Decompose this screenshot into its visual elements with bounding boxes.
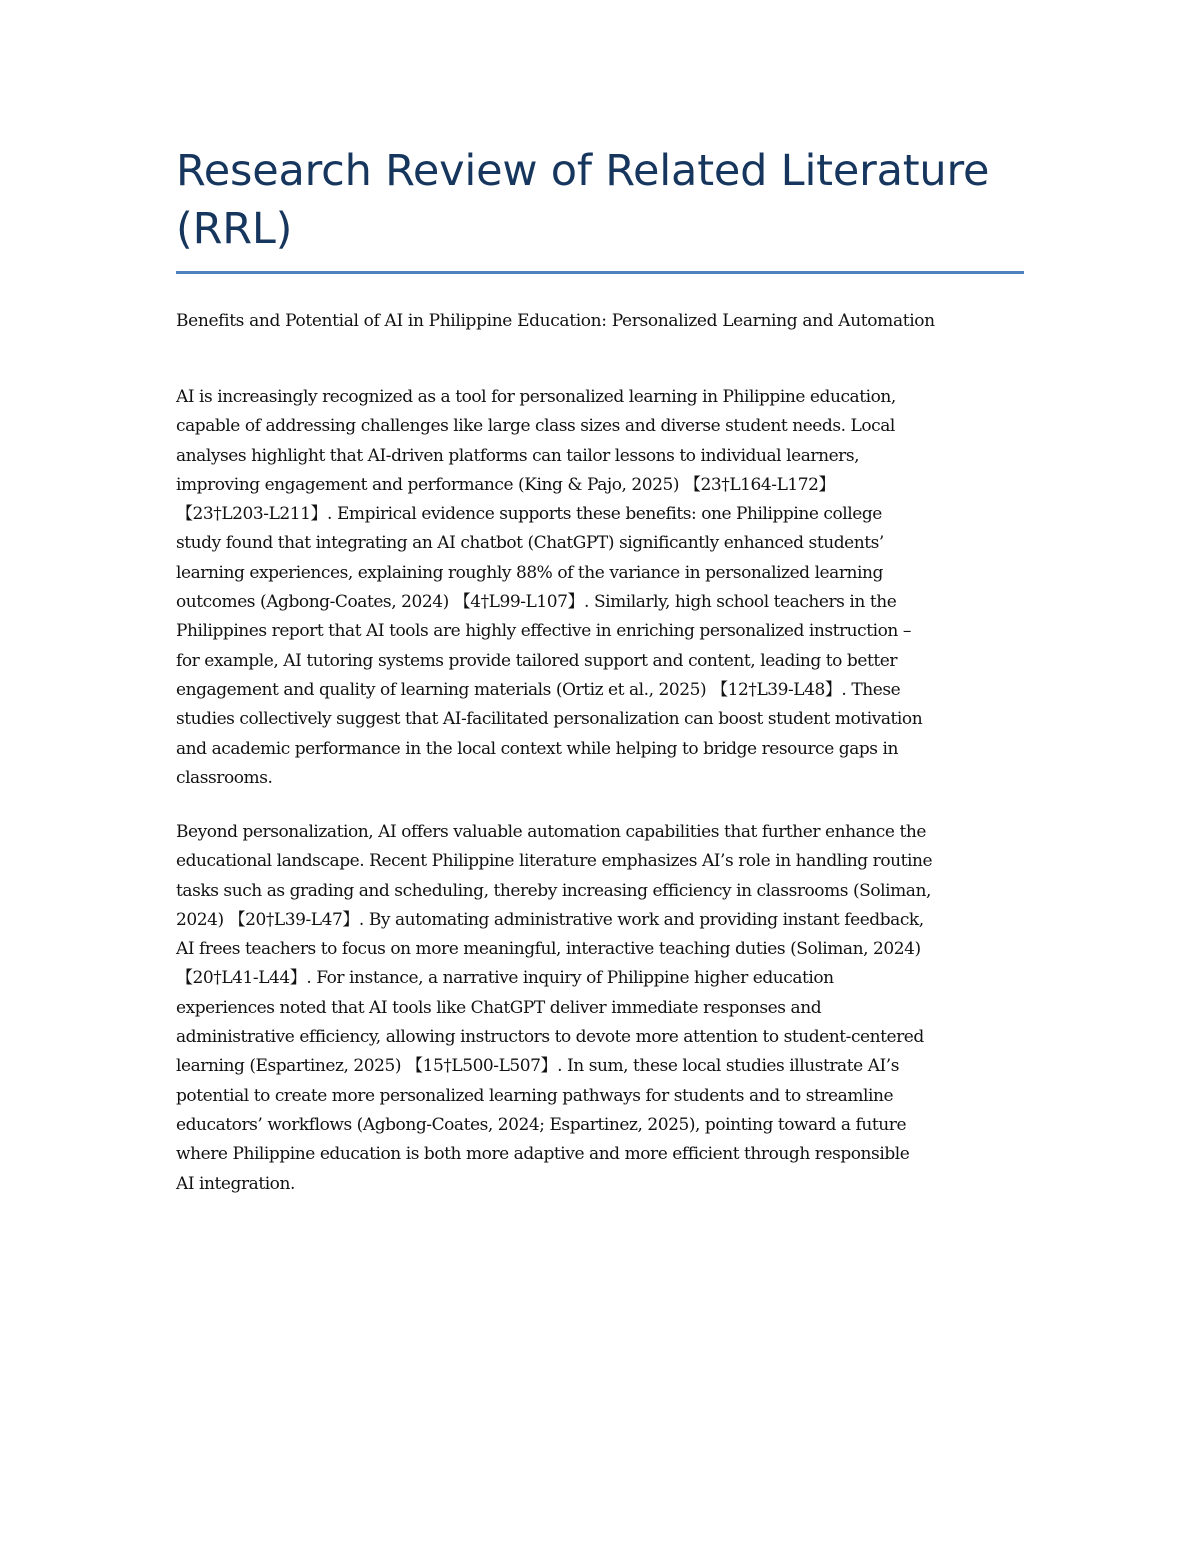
paragraph-line: engagement and quality of learning materials (Ortiz et al., 2025) 【12†L39-L48】. These [176,679,901,700]
paragraph-line: educational landscape. Recent Philippine literature emphasizes AI’s role in handling routine [176,851,933,872]
paragraph-line: experiences noted that AI tools like ChatGPT deliver immediate responses and [176,997,822,1018]
paragraph-line: study found that integrating an AI chatbot (ChatGPT) significantly enhanced students’ [176,533,884,554]
paragraph-line: 2024) 【20†L39-L47】. By automating administrative work and providing instant feedback, [176,909,924,930]
paragraph-line: for example, AI tutoring systems provide tailored support and content, leading to better [176,650,898,671]
paragraph-line: learning (Espartinez, 2025) 【15†L500-L507】. In sum, these local studies illustrate AI’s [176,1056,900,1077]
paragraph-line: improving engagement and performance (King & Pajo, 2025) 【23†L164-L172】 [176,474,836,495]
paragraph-line: potential to create more personalized learning pathways for students and to streamline [176,1085,894,1106]
paragraph-line: and academic performance in the local context while helping to bridge resource gaps in [176,738,899,759]
paragraph-line: tasks such as grading and scheduling, thereby increasing efficiency in classrooms (Soliman, [176,880,931,901]
paragraph-line: 【23†L203-L211】. Empirical evidence supports these benefits: one Philippine college [176,504,882,525]
paragraph-line: where Philippine education is both more adaptive and more efficient through responsible [176,1144,910,1165]
paragraph-line: studies collectively suggest that AI-facilitated personalization can boost student motivation [176,709,923,730]
paragraph-personalized-learning [176,383,1046,793]
section-subtitle: Benefits and Potential of AI in Philippine Education: Personalized Learning and Automation [176,311,935,331]
title-underline-rule [176,271,1024,274]
paragraph-line: Philippines report that AI tools are highly effective in enriching personalized instruction – [176,621,911,642]
paragraph-line: AI frees teachers to focus on more meaningful, interactive teaching duties (Soliman, 2024) [176,939,921,960]
paragraph-line: AI is increasingly recognized as a tool for personalized learning in Philippine education, [176,387,896,407]
paragraph-line: AI integration. [176,1173,295,1194]
paragraph-line: capable of addressing challenges like large class sizes and diverse student needs. Local [176,416,895,437]
paragraph-line: Beyond personalization, AI offers valuable automation capabilities that further enhance the [176,822,926,842]
paragraph-line: 【20†L41-L44】. For instance, a narrative inquiry of Philippine higher education [176,968,834,989]
paragraph-line: educators’ workflows (Agbong-Coates, 2024; Espartinez, 2025), pointing toward a future [176,1114,907,1135]
paragraph-line: learning experiences, explaining roughly 88% of the variance in personalized learning [176,562,883,583]
paragraph-line: analyses highlight that AI-driven platforms can tailor lessons to individual learners, [176,445,860,466]
paragraph-line: classrooms. [176,767,273,788]
paragraph-line: administrative efficiency, allowing instructors to devote more attention to student-centered [176,1027,924,1048]
paragraph-line: outcomes (Agbong-Coates, 2024) 【4†L99-L107】. Similarly, high school teachers in the [176,592,897,613]
paragraph-automation [176,818,1046,1199]
document-title: Research Review of Related Literature (RRL) [176,146,990,254]
